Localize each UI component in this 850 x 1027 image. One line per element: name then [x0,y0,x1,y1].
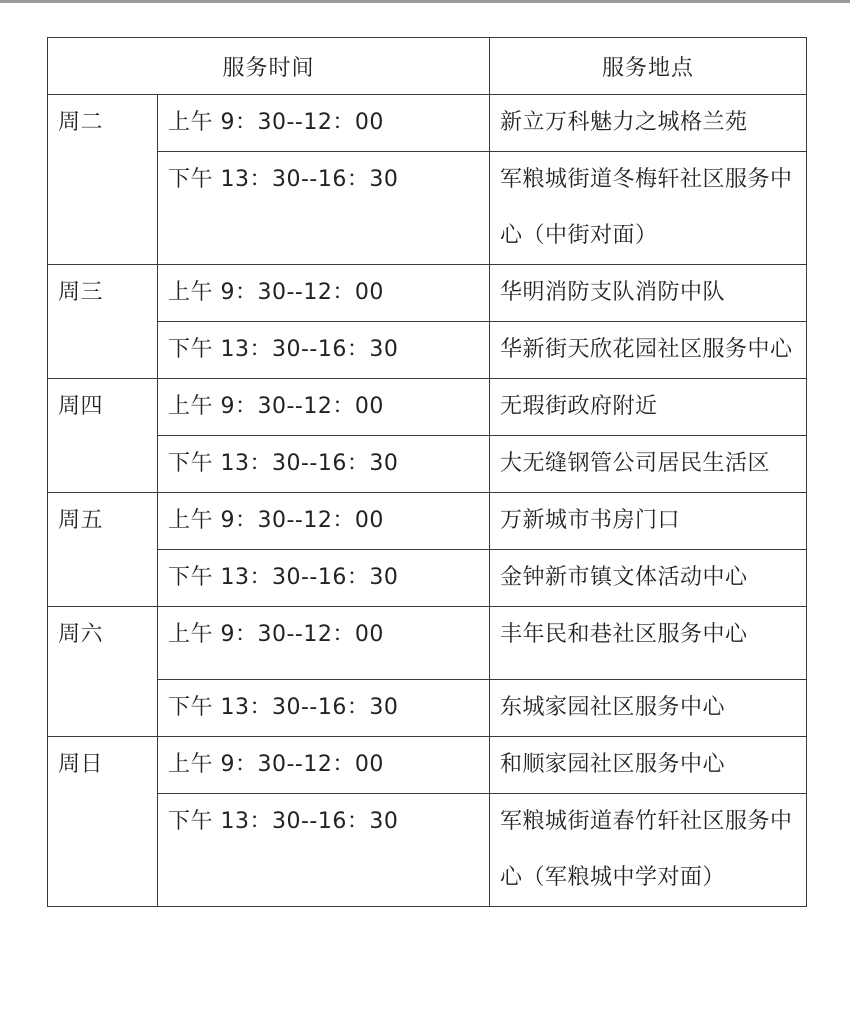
time-cell: 上午 9：30--12：00 [158,265,490,322]
location-cell: 无瑕街政府附近 [490,379,807,436]
time-cell: 上午 9：30--12：00 [158,95,490,152]
time-cell: 下午 13：30--16：30 [158,322,490,379]
time-cell: 下午 13：30--16：30 [158,794,490,907]
day-cell: 周日 [48,737,158,907]
time-cell: 上午 9：30--12：00 [158,379,490,436]
location-cell: 军粮城街道冬梅轩社区服务中心（中街对面） [490,152,807,265]
time-cell: 下午 13：30--16：30 [158,550,490,607]
time-cell: 上午 9：30--12：00 [158,493,490,550]
table-row [48,493,807,550]
top-divider [0,0,850,3]
location-cell: 和顺家园社区服务中心 [490,737,807,794]
table-row [48,379,807,436]
table-row [48,794,807,907]
header-service-location: 服务地点 [490,38,807,95]
location-cell: 军粮城街道春竹轩社区服务中心（军粮城中学对面） [490,794,807,907]
table-row [48,607,807,680]
time-cell: 下午 13：30--16：30 [158,152,490,265]
day-cell: 周二 [48,95,158,265]
time-cell: 上午 9：30--12：00 [158,607,490,680]
table-row [48,737,807,794]
table-row [48,322,807,379]
location-cell: 大无缝钢管公司居民生活区 [490,436,807,493]
time-cell: 上午 9：30--12：00 [158,737,490,794]
table-row [48,436,807,493]
location-cell: 华明消防支队消防中队 [490,265,807,322]
table-row [48,152,807,265]
location-cell: 华新街天欣花园社区服务中心 [490,322,807,379]
day-cell: 周三 [48,265,158,379]
location-cell: 东城家园社区服务中心 [490,680,807,737]
time-cell: 下午 13：30--16：30 [158,680,490,737]
time-cell: 下午 13：30--16：30 [158,436,490,493]
location-cell: 丰年民和巷社区服务中心 [490,607,807,680]
location-cell: 新立万科魅力之城格兰苑 [490,95,807,152]
location-cell: 万新城市书房门口 [490,493,807,550]
service-schedule-table [47,37,807,907]
header-service-time: 服务时间 [48,38,490,95]
table-row [48,550,807,607]
table-header-row [48,38,807,95]
day-cell: 周六 [48,607,158,737]
location-cell: 金钟新市镇文体活动中心 [490,550,807,607]
table-row [48,680,807,737]
day-cell: 周五 [48,493,158,607]
table-row [48,95,807,152]
table-row [48,265,807,322]
day-cell: 周四 [48,379,158,493]
